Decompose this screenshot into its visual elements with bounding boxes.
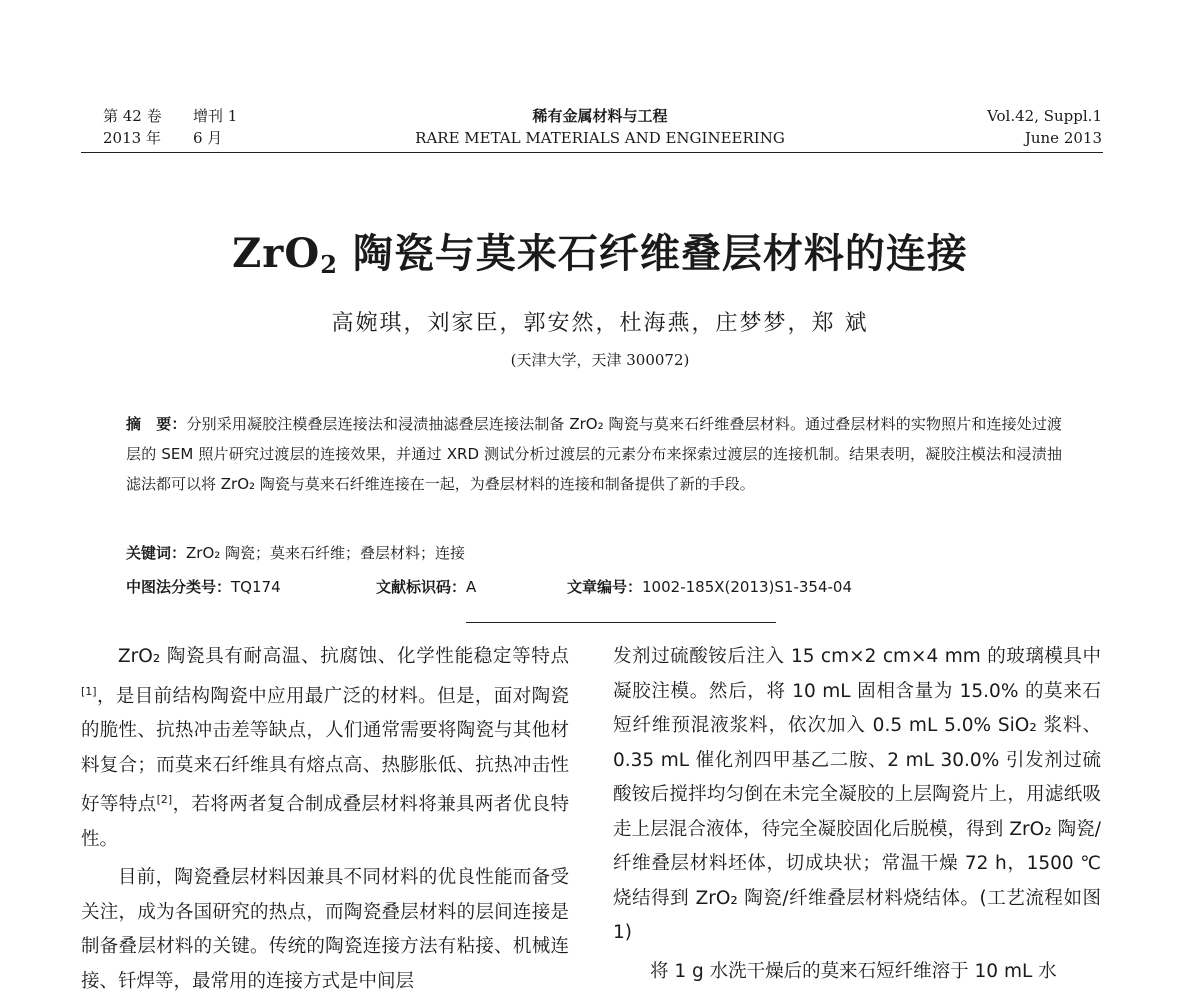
header-volume: 第 42 卷 [103,107,162,125]
paragraph: 将 1 g 水洗干燥后的莫来石短纤维溶于 10 mL 水 [650,960,1057,982]
header-vol-en: Vol.42, Suppl.1 [987,107,1102,125]
keywords-text: ZrO₂ 陶瓷；莫来石纤维；叠层材料；连接 [186,544,466,562]
abstract-label: 摘 要： [126,415,187,433]
header-month: 6 月 [193,129,223,147]
paragraph: 发剂过硫酸铵后注入 15 cm×2 cm×4 mm 的玻璃模具中凝胶注模。然后，将 10 mL 固相含量为 15.0% 的莫来石短纤维预混液浆料，依次加入 0.5 mL 5.0% SiO₂ 浆料、0.35 mL 催化剂四甲基乙二胺、2 mL 30.0% 引发剂过硫酸铵后搅拌均匀倒在未完全凝胶的上层陶瓷片上，用滤纸吸走上层混合液体，待完全凝胶固化后脱模，得到 ZrO₂ 陶瓷/纤维叠层材料坯体，切成块状；常温干燥 72 h，1500 ℃烧结得到 ZrO₂ 陶瓷/纤维叠层材料烧结体。(工艺流程如图 1) [613,646,1101,943]
citation-2[interactable]: [2] [156,793,173,807]
header-date-en: June 2013 [1024,129,1102,147]
header-rule [81,152,1103,153]
journal-name-cn: 稀有金属材料与工程 [532,107,668,125]
paragraph: ZrO₂ 陶瓷具有耐高温、抗腐蚀、化学性能稳定等特点[1]，是目前结构陶瓷中应用最广泛的材料。但是，面对陶瓷的脆性、抗热冲击差等缺点，人们通常需要将陶瓷与其他材料复合；而莫来石纤维具有熔点高、热膨胀低、抗热冲击性好等特点[2]，若将两者复合制成叠层材料将兼具两者优良特性。 [81,646,569,850]
section-rule [466,622,776,623]
article-number: 1002-185X(2013)S1-354-04 [642,578,852,596]
abstract-text: 分别采用凝胶注模叠层连接法和浸渍抽滤叠层连接法制备 ZrO₂ 陶瓷与莫来石纤维叠层材料。通过叠层材料的实物照片和连接处过渡层的 SEM 照片研究过渡层的连接效果，并通过 XRD 测试分析过渡层的元素分布来探索过渡层的连接机制。结果表明，凝胶注模法和浸渍抽滤法都可以将 ZrO₂ 陶瓷与莫来石纤维连接在一起，为叠层材料的连接和制备提供了新的手段。 [126,415,1062,493]
keywords [126,542,465,563]
paper-title: ZrO$_2$ 陶瓷与莫来石纤维叠层材料的连接 [232,230,968,279]
keywords-label: 关键词： [126,544,187,562]
clc-code: TQ174 [231,578,281,596]
affiliation: (天津大学，天津 300072) [510,351,690,369]
header-issue: 增刊 1 [193,107,238,125]
citation-1[interactable]: [1] [81,684,97,698]
body-right-column [613,640,1101,989]
article-number-group: 文章编号：1002-185X(2013)S1-354-04 [567,578,852,596]
doc-code-group: 文献标识码：A [376,578,477,596]
body-left-column [81,640,569,999]
journal-name-en: RARE METAL MATERIALS AND ENGINEERING [415,129,785,147]
header-year: 2013 年 [103,129,161,147]
paragraph: 目前，陶瓷叠层材料因兼具不同材料的优良性能而备受关注，成为各国研究的热点，而陶瓷叠层材料的层间连接是制备叠层材料的关键。传统的陶瓷连接方法有粘接、机械连接、钎焊等，最常用的连接方式是中间层 [81,867,569,992]
doc-code: A [466,578,477,596]
author-list: 高婉琪，刘家臣，郭安然，杜海燕，庄梦梦，郑 斌 [331,311,869,336]
clc-group: 中图法分类号：TQ174 [126,578,281,596]
abstract [126,409,1062,499]
